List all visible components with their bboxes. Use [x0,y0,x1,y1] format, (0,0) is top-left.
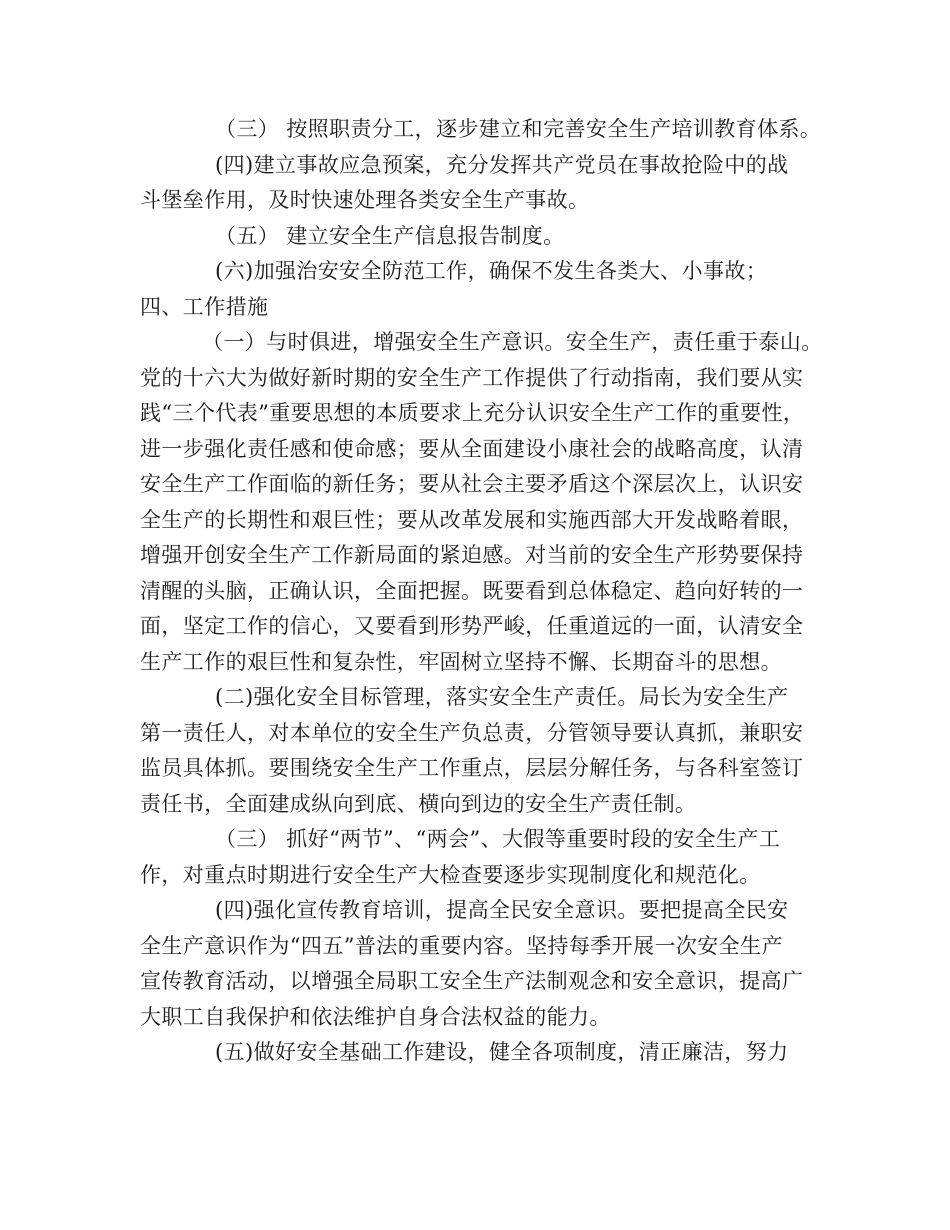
text-line: 全生产的长期性和艰巨性；要从改革发展和实施西部大开发战略着眼， [140,507,804,532]
text-line: 生产工作的艰巨性和复杂性，牢固树立坚持不懈、长期奋斗的思想。 [140,649,782,674]
text-line: 进一步强化责任感和使命感；要从全面建设小康社会的战略高度，认清 [140,436,804,461]
text-line: （五） 建立安全生产信息报告制度。 [215,223,565,248]
text-line: 宣传教育活动，以增强全局职工安全生产法制观念和安全意识，提高广 [140,969,804,993]
text-line: 践“三个代表”重要思想的本质要求上充分认识安全生产工作的重要性， [140,401,805,425]
text-line: (二)强化安全目标管理，落实安全生产责任。局长为安全生产 [215,685,789,709]
text-line: 作，对重点时期进行安全生产大检查要逐步实现制度化和规范化。 [140,862,761,887]
text-line: 清醒的头脑，正确认识，全面把握。既要看到总体稳定、趋向好转的一 [140,578,804,603]
text-line: 监员具体抓。要围绕安全生产工作重点，层层分解任务，与各科室签订 [140,756,804,780]
text-line: 安全生产工作面临的新任务；要从社会主要矛盾这个深层次上，认识安 [140,472,804,496]
text-line: 增强开创安全生产工作新局面的紧迫感。对当前的安全生产形势要保持 [140,543,804,567]
text-line: 面，坚定工作的信心，又要看到形势严峻，任重道远的一面，认清安全 [140,614,804,638]
text-line: （一）与时俱进，增强安全生产意识。安全生产，责任重于泰山。 [202,330,823,354]
text-line: (四)强化宣传教育培训，提高全民安全意识。要把提高全民安 [215,898,789,922]
text-line: (四)建立事故应急预案，充分发挥共产党员在事故抢险中的战 [215,152,789,177]
text-line: (五)做好安全基础工作建设，健全各项制度，清正廉洁，努力 [215,1040,789,1064]
text-line: 斗堡垒作用，及时快速处理各类安全生产事故。 [140,188,590,212]
document-body [140,112,823,1071]
text-line: 责任书，全面建成纵向到底、横向到边的安全生产责任制。 [140,791,697,816]
text-line: 大职工自我保护和依法维护自身合法权益的能力。 [140,1004,611,1029]
text-line: 第一责任人，对本单位的安全生产负总责，分管领导要认真抓，兼职安 [140,720,804,745]
text-line: （三） 按照职责分工，逐步建立和完善安全生产培训教育体系。 [215,117,822,141]
text-line: （三） 抓好“两节”、“两会”、大假等重要时段的安全生产工 [215,827,781,851]
text-line: (六)加强治安安全防范工作，确保不发生各类大、小事故； [215,259,768,283]
text-line: 四、工作措施 [140,294,269,319]
text-line: 党的十六大为做好新时期的安全生产工作提供了行动指南，我们要从实 [140,365,804,390]
text-line: 全生产意识作为“四五”普法的重要内容。坚持每季开展一次安全生产 [140,933,783,958]
